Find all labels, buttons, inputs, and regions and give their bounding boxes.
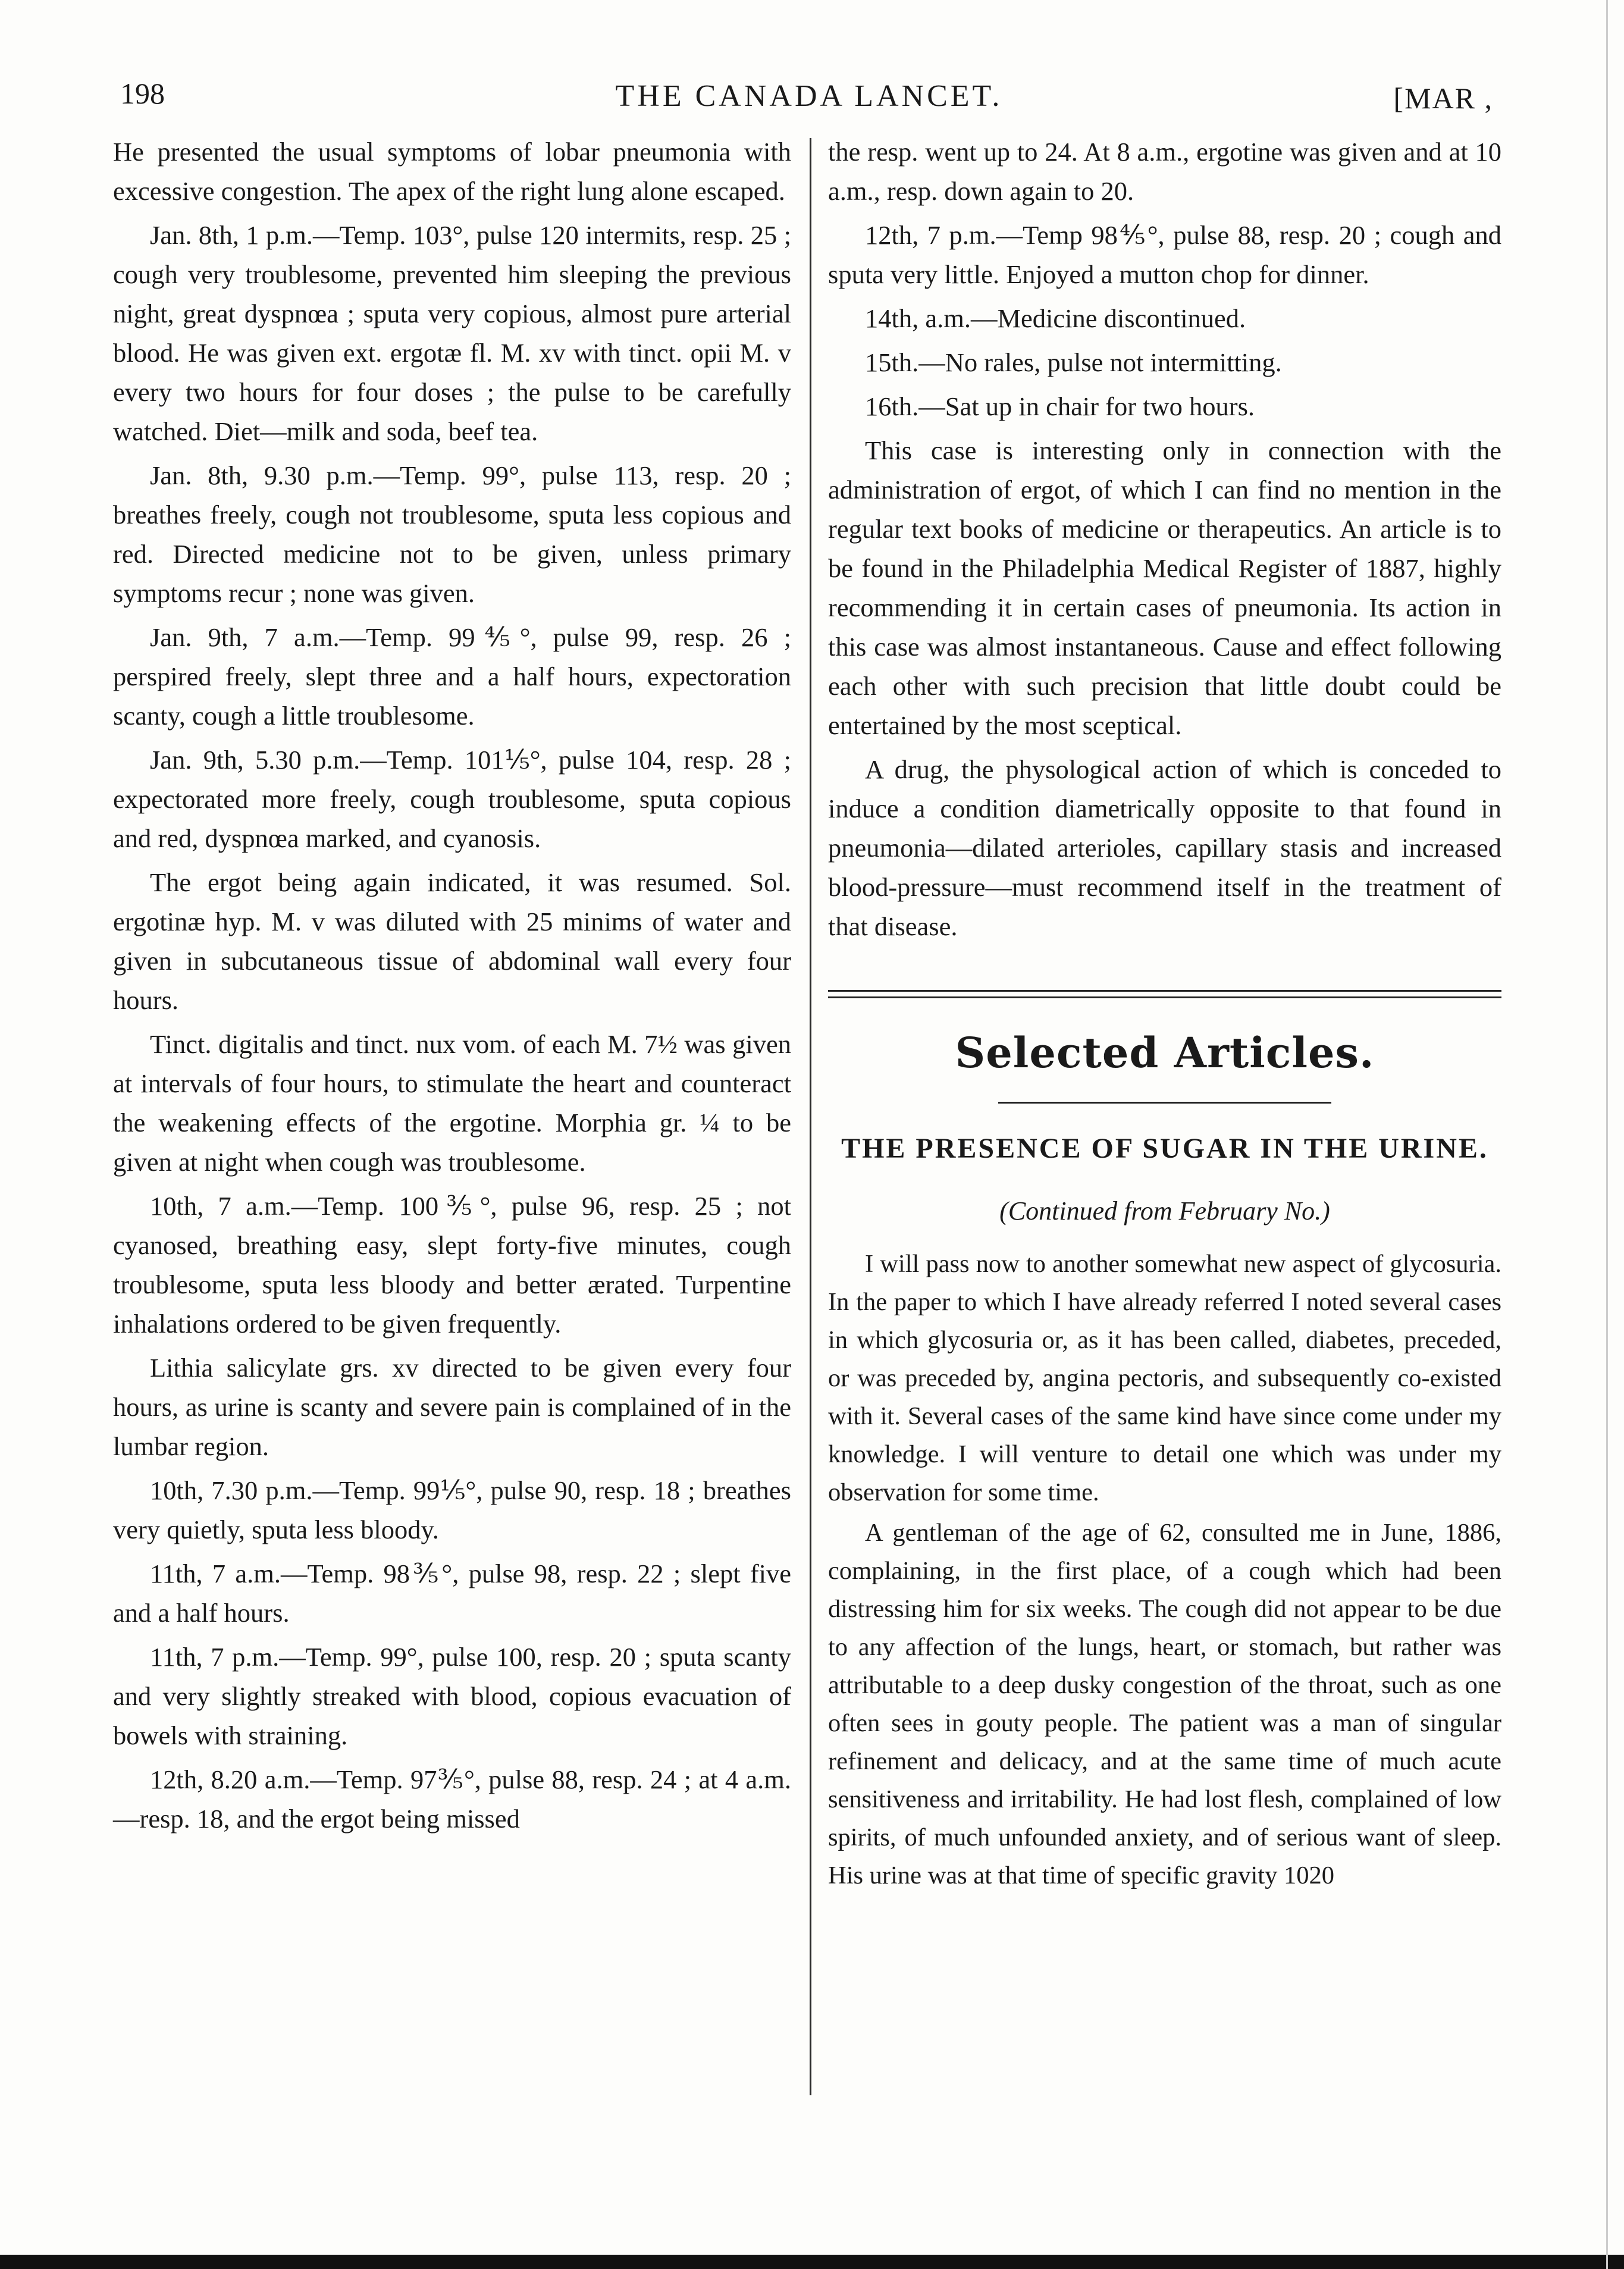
paragraph: 16th.—Sat up in chair for two hours. — [865, 391, 1255, 421]
paragraph: the resp. went up to 24. At 8 a.m., ergotine was given and at 10 a.m., resp. down again to 20. — [828, 137, 1501, 206]
running-header — [113, 76, 1505, 124]
issue-month: [MAR , — [1393, 82, 1493, 115]
paragraph: 12th, 8.20 a.m.—Temp. 97⅗°, pulse 88, resp. 24 ; at 4 a.m.—resp. 18, and the ergot being missed — [113, 1765, 791, 1834]
paragraph: Jan. 8th, 9.30 p.m.—Temp. 99°, pulse 113, resp. 20 ; breathes freely, cough not troublesome, sputa less copious and red. Directed medicine not to be given, unless primary symptoms recur ; none was given. — [113, 460, 791, 608]
paragraph: Lithia salicylate grs. xv directed to be given every four hours, as urine is scanty and severe pain is complained of in the lumbar region. — [113, 1353, 791, 1461]
paragraph: 11th, 7 p.m.—Temp. 99°, pulse 100, resp. 20 ; sputa scanty and very slightly streaked with blood, copious evacuation of bowels with straining. — [113, 1642, 791, 1750]
paragraph: Tinct. digitalis and tinct. nux vom. of each M. 7½ was given at intervals of four hours, to stimulate the heart and counteract the weakening effects of the ergotine. Morphia gr. ¼ to be given at night when cough was troublesome. — [113, 1029, 791, 1177]
section-divider — [828, 996, 1501, 998]
paragraph: Jan. 8th, 1 p.m.—Temp. 103°, pulse 120 intermits, resp. 25 ; cough very troublesome, prevented him sleeping the previous night, great dyspnœa ; sputa very copious, almost pure arterial blood. He was given ext. ergotæ fl. M. xv with tinct. opii M. v every two hours for four doses ; the pulse to be carefully watched. Diet—milk and soda, beef tea. — [113, 220, 791, 446]
left-column — [113, 132, 791, 1843]
section-heading: Selected Articles. — [955, 1028, 1375, 1077]
page-bottom-edge — [0, 2255, 1624, 2269]
paragraph: Jan. 9th, 5.30 p.m.—Temp. 101⅕°, pulse 104, resp. 28 ; expectorated more freely, cough troublesome, sputa copious and red, dyspnœa marked, and cyanosis. — [113, 745, 791, 853]
page-number: 198 — [120, 77, 165, 110]
paragraph: I will pass now to another somewhat new aspect of glycosuria. In the paper to which I have already referred I noted several cases in which glycosuria or, as it has been called, diabetes, preceded, or was preceded by, angina pectoris, and subsequently co-existed with it. Several cases of the same kind have since come under my knowledge. I will venture to detail one which was under my observation for some time. — [828, 1250, 1501, 1506]
paragraph: 12th, 7 p.m.—Temp 98⅘°, pulse 88, resp. 20 ; cough and sputa very little. Enjoyed a mutton chop for dinner. — [828, 220, 1501, 289]
paragraph: 14th, a.m.—Medicine discontinued. — [865, 303, 1246, 333]
paragraph: The ergot being again indicated, it was resumed. Sol. ergotinæ hyp. M. v was diluted with 25 minims of water and given in subcutaneous tissue of abdominal wall every four hours. — [113, 867, 791, 1015]
paragraph: A gentleman of the age of 62, consulted me in June, 1886, complaining, in the first place, of a cough which had been distressing him for six weeks. The cough did not appear to be due to any affection of the lungs, heart, or stomach, but rather was attributable to a deep dusky congestion of the throat, such as one often sees in gouty people. The patient was a man of singular refinement and delicacy, and at the same time of much acute sensitiveness and irritability. He had lost flesh, complained of low spirits, of much unfounded anxiety, and of serious want of sleep. His urine was at that time of specific gravity 1020 — [828, 1519, 1501, 1889]
paragraph: 15th.—No rales, pulse not intermitting. — [865, 347, 1282, 377]
running-title: THE CANADA LANCET. — [615, 79, 1003, 113]
page-right-edge — [1606, 0, 1608, 2269]
paragraph: 10th, 7.30 p.m.—Temp. 99⅕°, pulse 90, resp. 18 ; breathes very quietly, sputa less bloody. — [113, 1475, 791, 1544]
paragraph: This case is interesting only in connection with the administration of ergot, of which I can find no mention in the regular text books of medicine or therapeutics. An article is to be found in the Philadelphia Medical Register of 1887, highly recommending it in certain cases of pneumonia. Its action in this case was almost instantaneous. Cause and effect following each other with such precision that little doubt could be entertained by the most sceptical. — [828, 435, 1501, 740]
paragraph: 10th, 7 a.m.—Temp. 100⅗°, pulse 96, resp. 25 ; not cyanosed, breathing easy, slept forty-five minutes, cough troublesome, sputa less bloody and better ærated. Turpentine inhalations ordered to be given frequently. — [113, 1191, 791, 1339]
right-column — [828, 132, 1501, 1897]
continued-note: (Continued from February No.) — [999, 1196, 1330, 1226]
section-divider — [828, 990, 1501, 992]
paragraph: He presented the usual symptoms of lobar pneumonia with excessive congestion. The apex of the right lung alone escaped. — [113, 137, 791, 206]
article-title: THE PRESENCE OF SUGAR IN THE URINE. — [841, 1133, 1488, 1164]
paragraph: A drug, the physological action of which is conceded to induce a condition diametrically opposite to that found in pneumonia—dilated arterioles, capillary stasis and increased blood-pressure—must recommend itself in the treatment of that disease. — [828, 754, 1501, 941]
column-divider — [810, 138, 811, 2095]
article-body — [828, 1245, 1501, 1895]
paragraph: Jan. 9th, 7 a.m.—Temp. 99⅘°, pulse 99, resp. 26 ; perspired freely, slept three and a half hours, expectoration scanty, cough a little troublesome. — [113, 622, 791, 731]
heading-rule — [998, 1102, 1331, 1104]
paragraph: 11th, 7 a.m.—Temp. 98⅗°, pulse 98, resp. 22 ; slept five and a half hours. — [113, 1559, 791, 1628]
